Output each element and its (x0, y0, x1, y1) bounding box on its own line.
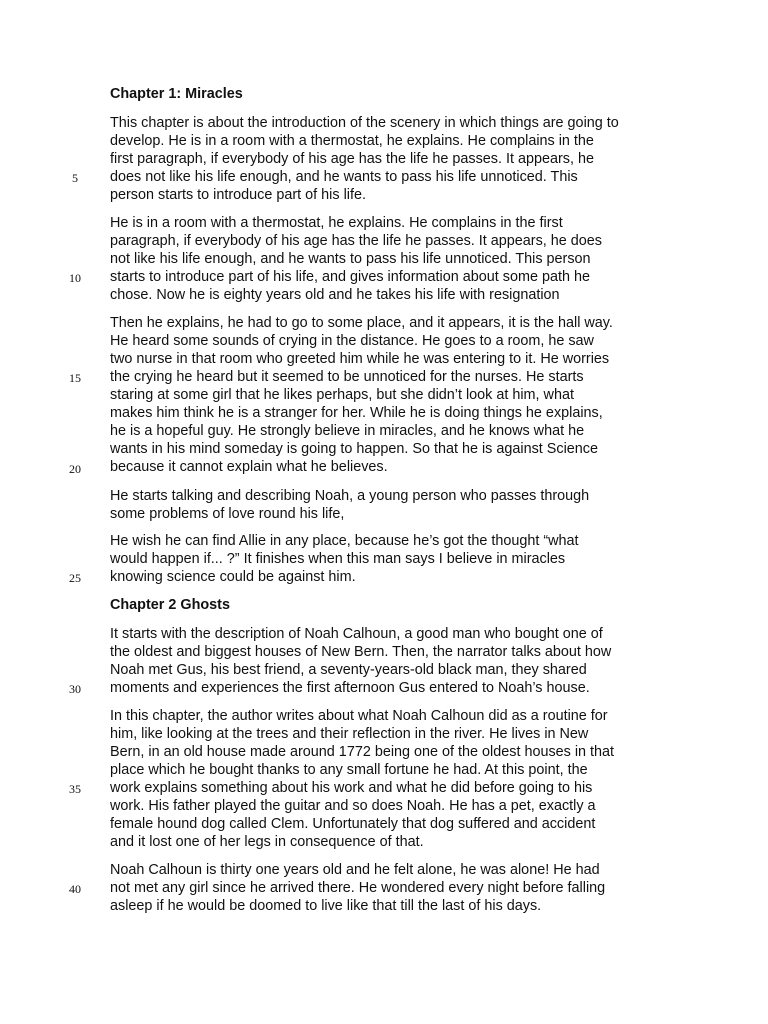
text-line: This chapter is about the introduction of the scenery in which things are going to (110, 115, 619, 131)
line-number: 30 (69, 682, 81, 696)
text-line: paragraph, if everybody of his age has the life he passes. It appears, he does (110, 233, 602, 249)
text-line: He wish he can find Allie in any place, because he’s got the thought “what (110, 533, 579, 549)
text-line: wants in his mind someday is going to happen. So that he is against Science (110, 441, 598, 457)
line-number: 40 (69, 882, 81, 896)
text-line: moments and experiences the first afternoon Gus entered to Noah’s house. (110, 680, 590, 696)
text-line: starts to introduce part of his life, and gives information about some path he (110, 269, 590, 285)
line-number: 10 (69, 271, 81, 285)
text-line: the oldest and biggest houses of New Bern. Then, the narrator talks about how (110, 644, 612, 660)
text-line: the crying he heard but it seemed to be unnoticed for the nurses. He starts (110, 369, 584, 385)
text-line: and it lost one of her legs in consequence of that. (110, 834, 424, 850)
text-line: makes him think he is a stranger for her. While he is doing things he explains, (110, 405, 603, 421)
text-line: female hound dog called Clem. Unfortunately that dog suffered and accident (110, 816, 596, 832)
chapter-1-heading: Chapter 1: Miracles (110, 86, 243, 102)
text-line: Bern, in an old house made around 1772 being one of the oldest houses in that (110, 744, 615, 760)
text-line: not met any girl since he arrived there. He wondered every night before falling (110, 880, 606, 896)
text-line: two nurse in that room who greeted him while he was entering to it. He worries (110, 351, 610, 367)
text-line: Noah met Gus, his best friend, a seventy-years-old black man, they shared (110, 662, 587, 678)
text-line: knowing science could be against him. (110, 569, 356, 585)
line-number: 15 (69, 371, 81, 385)
text-line: because it cannot explain what he believes. (110, 459, 388, 475)
text-line: work explains something about his work and what he did before going to his (110, 780, 593, 796)
text-line: staring at some girl that he likes perhaps, but she didn’t look at him, what (110, 387, 574, 403)
chapter-2-heading: Chapter 2 Ghosts (110, 597, 230, 613)
text-line: asleep if he would be doomed to live like that till the last of his days. (110, 898, 542, 914)
line-number: 20 (69, 462, 81, 476)
text-line: work. His father played the guitar and so does Noah. He has a pet, exactly a (110, 798, 596, 814)
text-line: chose. Now he is eighty years old and he takes his life with resignation (110, 287, 560, 303)
text-line: He is in a room with a thermostat, he explains. He complains in the first (110, 215, 563, 231)
text-line: him, like looking at the trees and their reflection in the river. He lives in New (110, 726, 589, 742)
text-line: Then he explains, he had to go to some place, and it appears, it is the hall way. (110, 315, 613, 331)
text-line: would happen if... ?” It finishes when this man says I believe in miracles (110, 551, 566, 567)
text-line: He starts talking and describing Noah, a young person who passes through (110, 488, 590, 504)
text-line: not like his life enough, and he wants to pass his life unnoticed. This person (110, 251, 591, 267)
text-line: person starts to introduce part of his life. (110, 187, 366, 203)
line-number: 25 (69, 571, 81, 585)
text-line: He heard some sounds of crying in the distance. He goes to a room, he saw (110, 333, 594, 349)
text-line: first paragraph, if everybody of his age has the life he passes. It appears, he (110, 151, 594, 167)
text-line: It starts with the description of Noah Calhoun, a good man who bought one of (110, 626, 603, 642)
text-line: In this chapter, the author writes about what Noah Calhoun did as a routine for (110, 708, 608, 724)
text-line: place which he bought thanks to any small fortune he had. At this point, the (110, 762, 588, 778)
line-number: 5 (72, 171, 78, 185)
line-number: 35 (69, 782, 81, 796)
text-line: develop. He is in a room with a thermostat, he explains. He complains in the (110, 133, 594, 149)
text-line: does not like his life enough, and he wants to pass his life unnoticed. This (110, 169, 578, 185)
text-line: Noah Calhoun is thirty one years old and he felt alone, he was alone! He had (110, 862, 600, 878)
text-line: some problems of love round his life, (110, 506, 345, 522)
text-line: he is a hopeful guy. He strongly believe in miracles, and he knows what he (110, 423, 585, 439)
